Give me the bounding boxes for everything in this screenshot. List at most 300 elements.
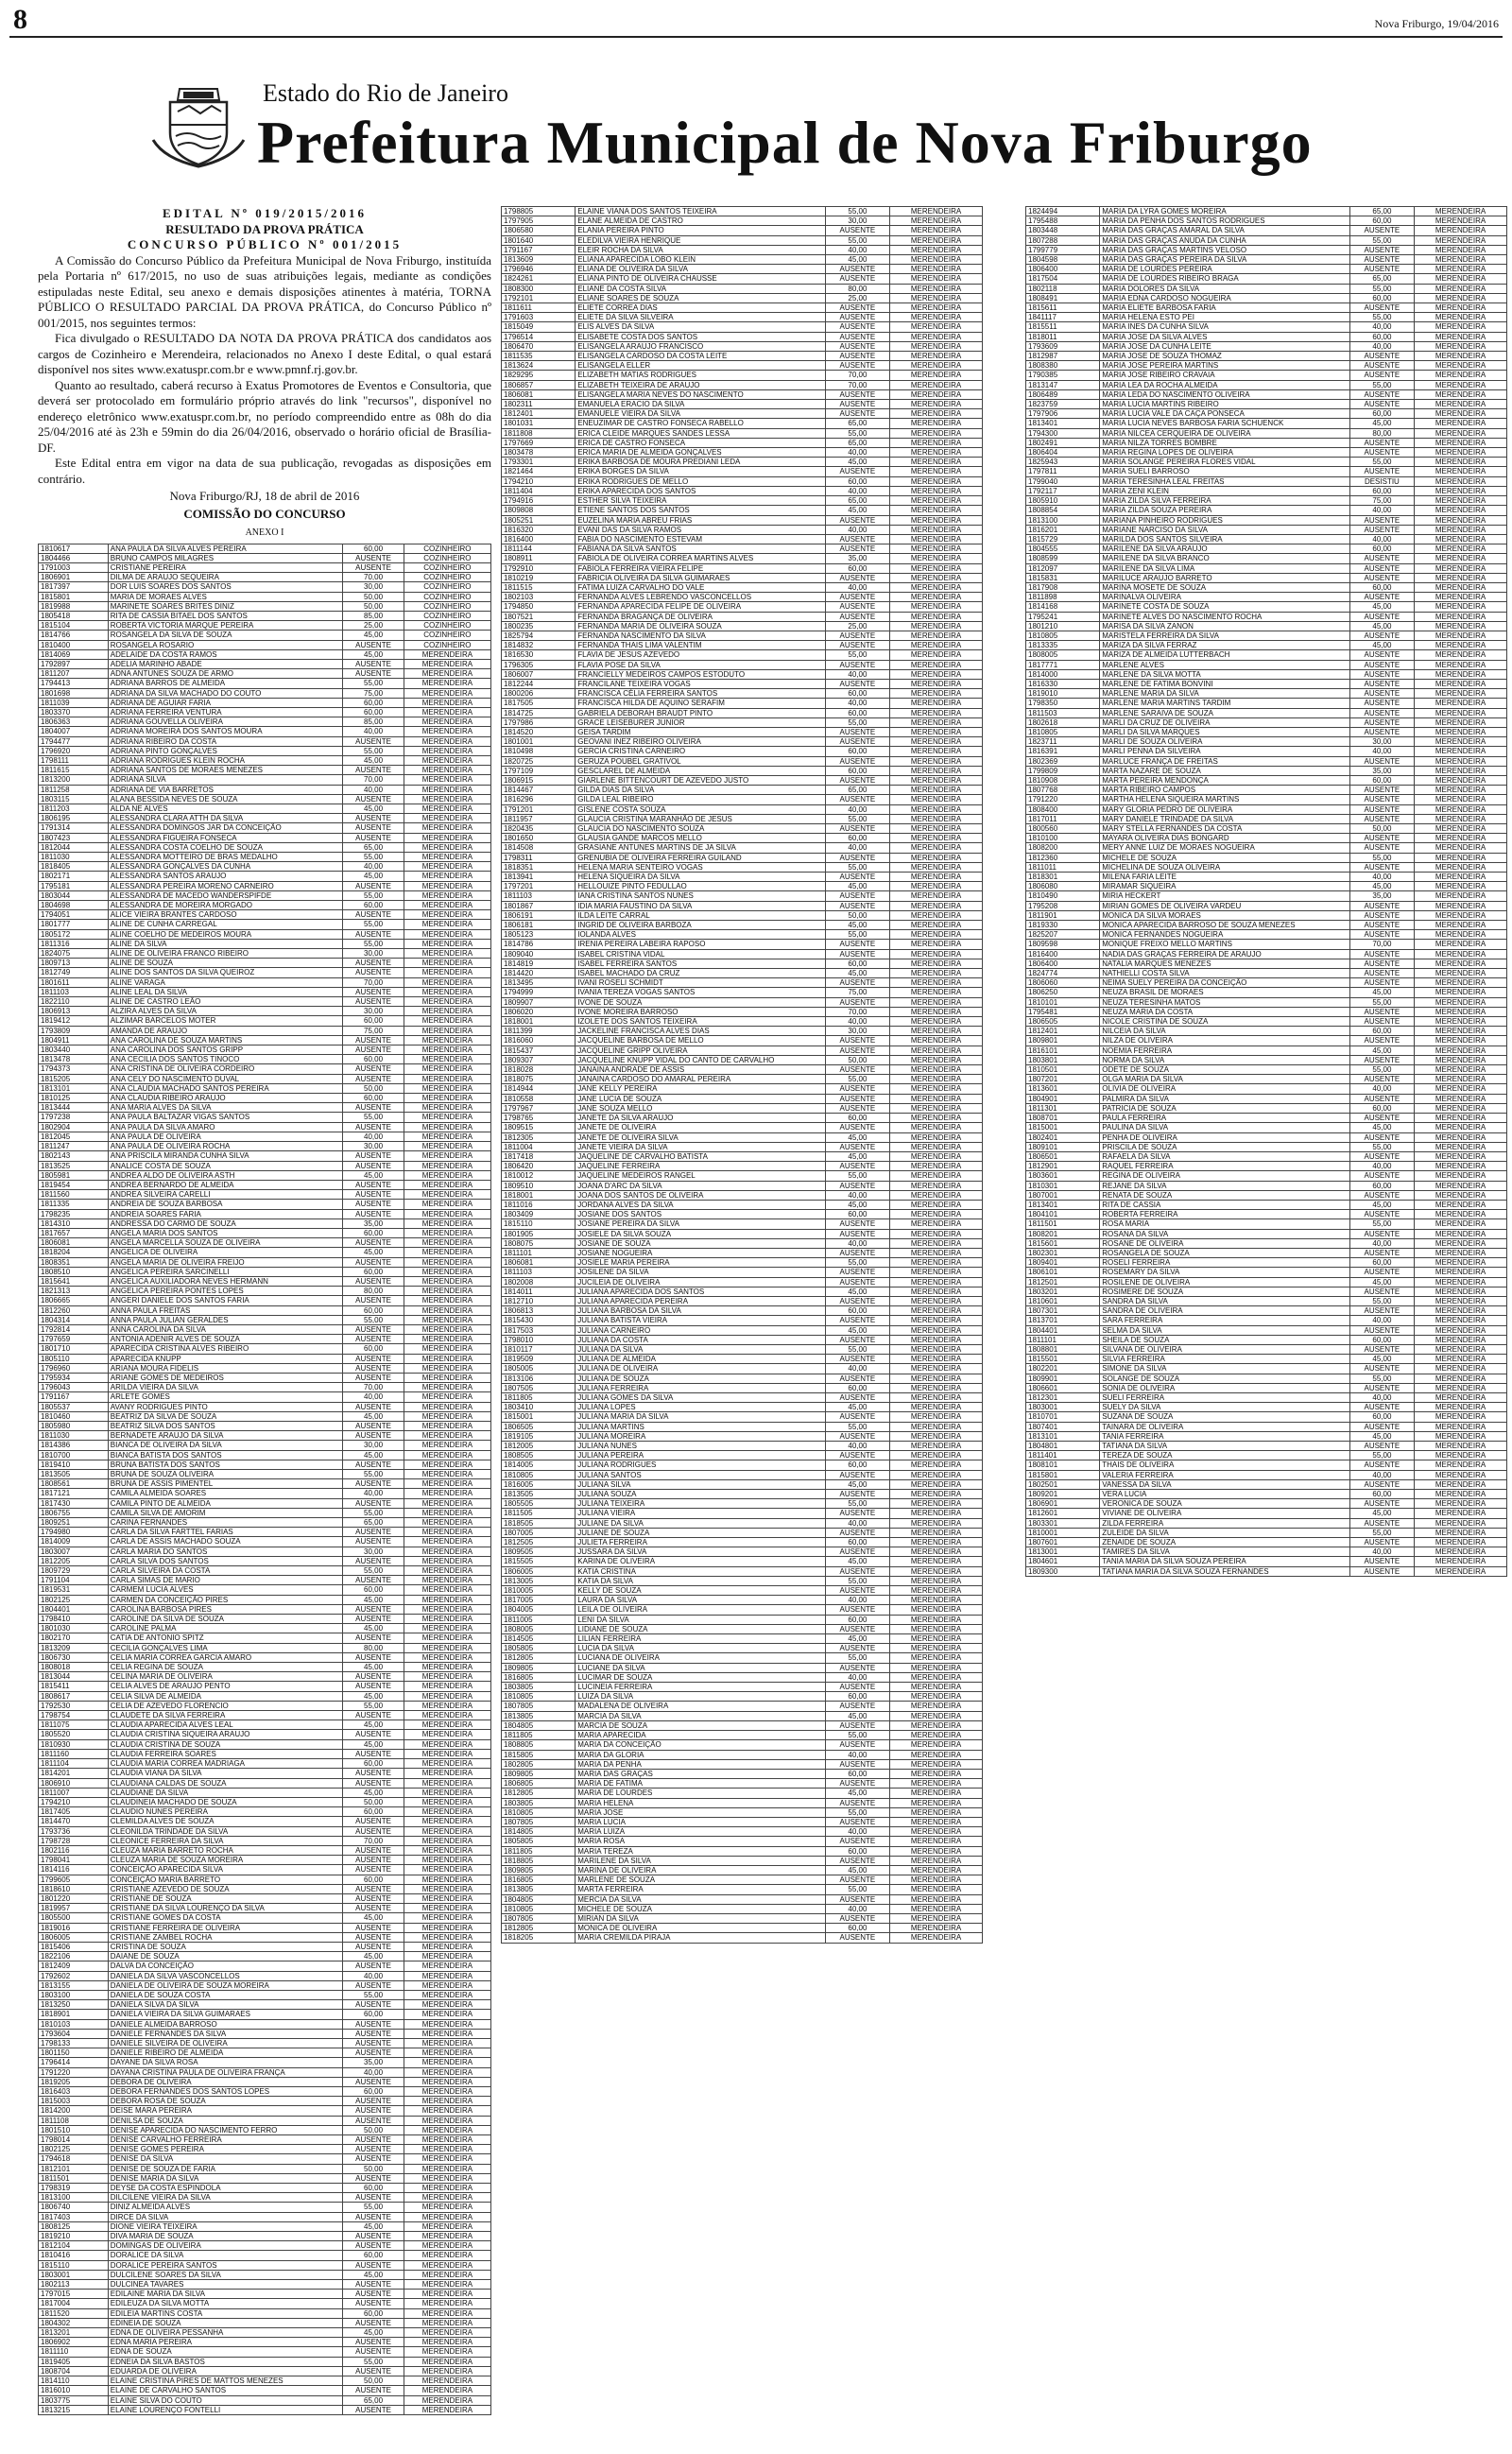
job-role: MERENDEIRA	[890, 593, 983, 602]
registration-number: 1822110	[39, 997, 109, 1007]
table-row	[502, 207, 983, 216]
registration-number: 1792897	[39, 659, 109, 668]
table-row	[39, 736, 491, 746]
table-row	[39, 727, 491, 736]
job-role: MERENDEIRA	[404, 2097, 490, 2106]
job-role: MERENDEIRA	[890, 1017, 983, 1027]
candidate-name: ELAINE SILVA DO COUTO	[108, 2395, 342, 2405]
table-row	[39, 553, 491, 562]
candidate-name: FRANCISCA HILDA DE AQUINO SERAFIM	[576, 699, 825, 708]
registration-number: 1802201	[1026, 1364, 1100, 1374]
candidate-name: MARIA LEDA DO NASCIMENTO OLIVEIRA	[1100, 389, 1349, 399]
candidate-name: SHEILA DE SOUZA	[1100, 1335, 1349, 1344]
practical-score: 40,00	[825, 1827, 889, 1837]
table-row	[39, 1383, 491, 1392]
registration-number: 1811203	[39, 804, 109, 813]
table-row	[39, 987, 491, 996]
job-role: MERENDEIRA	[890, 476, 983, 486]
practical-score: AUSENTE	[825, 1355, 889, 1364]
candidate-name: ANALICE COSTA DE SOUZA	[108, 1161, 342, 1170]
table-row	[39, 2145, 491, 2154]
candidate-name: ALESSANDRA PEREIRA MORENO CARNEIRO	[108, 881, 342, 890]
registration-number: 1803801	[1026, 1055, 1100, 1064]
registration-number: 1809515	[502, 1123, 576, 1132]
candidate-name: CLAUDIA CRISTINA DE SOUZA	[108, 1739, 342, 1749]
table-row	[39, 1739, 491, 1749]
table-row	[502, 1692, 983, 1702]
candidate-name: MICHELINA DE SOUZA OLIVEIRA	[1100, 862, 1349, 872]
practical-score: AUSENTE	[1349, 978, 1414, 988]
table-row	[39, 1103, 491, 1113]
candidate-name: SANDRA DE OLIVEIRA	[1100, 1306, 1349, 1316]
practical-score: AUSENTE	[343, 968, 404, 977]
candidate-name: DEBORA ROSA DE SOUZA	[108, 2097, 342, 2106]
registration-number: 1796946	[502, 265, 576, 274]
registration-number: 1794618	[39, 2154, 109, 2164]
candidate-name: GRENUBIA DE OLIVEIRA FERREIRA GUILAND	[576, 853, 825, 862]
registration-number: 1807768	[1026, 786, 1100, 795]
practical-score: AUSENTE	[1349, 226, 1414, 235]
practical-score: AUSENTE	[343, 1479, 404, 1489]
table-row	[502, 1162, 983, 1171]
job-role: MERENDEIRA	[890, 322, 983, 332]
table-row	[502, 332, 983, 341]
registration-number: 1801220	[39, 1893, 109, 1903]
practical-score: AUSENTE	[343, 1884, 404, 1893]
registration-number: 1816403	[39, 2087, 109, 2097]
job-role: MERENDEIRA	[890, 1171, 983, 1181]
table-row	[502, 534, 983, 544]
candidate-name: BERNADETE ARAUJO DA SILVA	[108, 1431, 342, 1441]
practical-score: 60,00	[343, 1094, 404, 1103]
table-row	[39, 1826, 491, 1836]
job-role: MERENDEIRA	[1415, 921, 1507, 930]
table-row	[1026, 969, 1507, 978]
table-row	[39, 1276, 491, 1286]
registration-number: 1824075	[39, 949, 109, 959]
practical-score: AUSENTE	[343, 1961, 404, 1971]
practical-score: AUSENTE	[1349, 1518, 1414, 1528]
practical-score: AUSENTE	[343, 2019, 404, 2029]
table-row	[502, 882, 983, 891]
job-role: MERENDEIRA	[1415, 1007, 1507, 1016]
table-row	[39, 1441, 491, 1450]
job-role: MERENDEIRA	[404, 1479, 490, 1489]
candidate-name: CLEMILDA ALVES DE SOUZA	[108, 1817, 342, 1826]
practical-score: 70,00	[825, 1007, 889, 1016]
practical-score: AUSENTE	[343, 1537, 404, 1547]
registration-number: 1809729	[39, 1566, 109, 1576]
candidate-name: MARIA DAS GRAÇAS AMARAL DA SILVA	[1100, 226, 1349, 235]
practical-score: AUSENTE	[825, 1046, 889, 1055]
registration-number: 1817504	[1026, 274, 1100, 284]
table-row	[1026, 901, 1507, 910]
practical-score: 45,00	[343, 1411, 404, 1421]
job-role: MERENDEIRA	[890, 1479, 983, 1489]
practical-score: 45,00	[343, 631, 404, 640]
candidate-name: MARIA DE FATIMA	[576, 1779, 825, 1789]
job-role: COZINHEIRO	[404, 582, 490, 592]
table-row	[39, 1556, 491, 1565]
registration-number: 1816005	[502, 1479, 576, 1489]
candidate-name: MARCIA DA SILVA	[576, 1711, 825, 1720]
table-row	[39, 2203, 491, 2212]
candidate-name: MARINALVA OLIVEIRA	[1100, 593, 1349, 602]
registration-number: 1806191	[502, 910, 576, 920]
table-row	[502, 1065, 983, 1075]
registration-number: 1806420	[502, 1162, 576, 1171]
table-row	[1026, 1258, 1507, 1268]
registration-number: 1813401	[1026, 1200, 1100, 1209]
job-role: MERENDEIRA	[404, 2212, 490, 2221]
candidate-name: PRISCILA DE SOUZA	[1100, 1142, 1349, 1151]
candidate-name: SANDRA DA SILVA	[1100, 1296, 1349, 1305]
table-row	[39, 2260, 491, 2270]
table-row	[1026, 274, 1507, 284]
practical-score: 35,00	[343, 2058, 404, 2067]
job-role: MERENDEIRA	[404, 1691, 490, 1701]
job-role: MERENDEIRA	[890, 467, 983, 476]
practical-score: AUSENTE	[343, 1046, 404, 1055]
job-role: MERENDEIRA	[890, 824, 983, 834]
job-role: MERENDEIRA	[1415, 506, 1507, 515]
candidate-name: SUELI FERREIRA	[1100, 1392, 1349, 1402]
candidate-name: ADRIANA GOUVELLA OLIVEIRA	[108, 717, 342, 727]
table-row	[39, 1845, 491, 1855]
job-role: COZINHEIRO	[404, 573, 490, 582]
candidate-name: SUZANA DE SOUZA	[1100, 1412, 1349, 1422]
practical-score: AUSENTE	[343, 794, 404, 804]
registration-number: 1800560	[1026, 824, 1100, 834]
practical-score: AUSENTE	[1349, 1344, 1414, 1354]
job-role: MERENDEIRA	[890, 1403, 983, 1412]
registration-number: 1804401	[39, 1604, 109, 1614]
practical-score: AUSENTE	[825, 1248, 889, 1257]
candidate-name: MARTA RIBEIRO CAMPOS	[1100, 786, 1349, 795]
job-role: MERENDEIRA	[1415, 554, 1507, 563]
job-role: MERENDEIRA	[404, 2077, 490, 2086]
table-row	[39, 1257, 491, 1267]
candidate-name: CLEONILDA TRINDADE DA SILVA	[108, 1826, 342, 1836]
candidate-name: JULIETA FERREIRA	[576, 1538, 825, 1547]
candidate-name: ALESSANDRA DE MOREIRA MORGADO	[108, 901, 342, 910]
registration-number: 1794916	[502, 496, 576, 506]
table-row	[39, 707, 491, 717]
job-role: MERENDEIRA	[1415, 1210, 1507, 1219]
candidate-name: ALESSANDRA GONÇALVES DA CUNHA	[108, 862, 342, 872]
candidate-name: EDILEUZA DA SILVA MOTTA	[108, 2299, 342, 2308]
candidate-name: ESTHER SILVA TEIXEIRA	[576, 496, 825, 506]
practical-score: AUSENTE	[1349, 255, 1414, 265]
table-row	[502, 1200, 983, 1209]
table-row	[502, 727, 983, 736]
registration-number: 1808854	[1026, 506, 1100, 515]
registration-number: 1810805	[502, 1807, 576, 1817]
table-row	[502, 265, 983, 274]
notice-paragraph-3: Quanto ao resultado, caberá recurso à Exatus Promotores de Eventos e Consultoria, que deverá ser protocolado em formulário próprio através do link "recursos", disponível no endereço eletrônico www.exatuspr.com.br, no período compreendido entre as 08h do dia 25/04/2016 até às 23h e 59min do dia 26/04/2016, observado o horário oficial de Brasília-DF.	[38, 377, 491, 455]
candidate-name: MARIA DA LYRA GOMES MOREIRA	[1100, 207, 1349, 216]
job-role: MERENDEIRA	[890, 361, 983, 371]
registration-number: 1812805	[502, 1653, 576, 1663]
candidate-name: MARINETE ALVES DO NASCIMENTO ROCHA	[1100, 612, 1349, 621]
candidate-name: DULCILENE SOARES DA SILVA	[108, 2270, 342, 2279]
table-row	[39, 1904, 491, 1913]
registration-number: 1803805	[502, 1683, 576, 1692]
job-role: MERENDEIRA	[404, 669, 490, 679]
practical-score: AUSENTE	[343, 1402, 404, 1411]
table-row	[1026, 814, 1507, 823]
table-row	[1026, 650, 1507, 660]
registration-number: 1798041	[39, 1856, 109, 1865]
practical-score: 60,00	[825, 747, 889, 756]
table-row	[1026, 1103, 1507, 1113]
job-role: MERENDEIRA	[404, 1421, 490, 1430]
table-row	[39, 1682, 491, 1691]
table-row	[1026, 699, 1507, 708]
practical-score: AUSENTE	[825, 631, 889, 640]
job-role: COZINHEIRO	[404, 631, 490, 640]
registration-number: 1815406	[39, 1942, 109, 1951]
candidate-name: ODETE DE SOUZA	[1100, 1065, 1349, 1075]
practical-score: AUSENTE	[1349, 1383, 1414, 1392]
job-role: MERENDEIRA	[1415, 1258, 1507, 1268]
job-role: MERENDEIRA	[1415, 1036, 1507, 1046]
job-role: MERENDEIRA	[404, 1663, 490, 1672]
practical-score: AUSENTE	[343, 1980, 404, 1990]
job-role: MERENDEIRA	[1415, 1219, 1507, 1229]
job-role: MERENDEIRA	[404, 1103, 490, 1113]
table-row	[502, 554, 983, 563]
table-row	[502, 1151, 983, 1161]
candidate-name: CAROLINE DA SILVA DE SOUZA	[108, 1615, 342, 1624]
job-role: MERENDEIRA	[1415, 1094, 1507, 1103]
registration-number: 1818204	[39, 1248, 109, 1257]
practical-score: AUSENTE	[343, 1528, 404, 1537]
candidate-name: GILDA LEAL RIBEIRO	[576, 795, 825, 804]
job-role: MERENDEIRA	[890, 515, 983, 525]
job-role: MERENDEIRA	[890, 708, 983, 717]
candidate-name: ALINE DE OLIVEIRA FRANCO RIBEIRO	[108, 949, 342, 959]
practical-score: AUSENTE	[343, 2038, 404, 2048]
registration-number: 1791603	[502, 313, 576, 322]
table-row	[502, 921, 983, 930]
job-role: MERENDEIRA	[890, 602, 983, 612]
job-role: MERENDEIRA	[890, 921, 983, 930]
job-role: MERENDEIRA	[404, 1701, 490, 1710]
registration-number: 1818301	[1026, 873, 1100, 882]
candidate-name: ANA PRISCILA MIRANDA CUNHA SILVA	[108, 1151, 342, 1161]
candidate-name: CLEUZA MARIA DE SOUZA MOREIRA	[108, 1856, 342, 1865]
table-row	[39, 2290, 491, 2299]
practical-score: AUSENTE	[825, 322, 889, 332]
practical-score: AUSENTE	[343, 2347, 404, 2357]
candidate-name: ANGELICA PEREIRA SARCINELLI	[108, 1267, 342, 1276]
table-row	[502, 1132, 983, 1142]
job-role: MERENDEIRA	[890, 766, 983, 775]
job-role: MERENDEIRA	[404, 1942, 490, 1951]
table-row	[1026, 1355, 1507, 1364]
registration-number: 1813624	[502, 361, 576, 371]
practical-score: AUSENTE	[343, 814, 404, 823]
practical-score: AUSENTE	[1349, 361, 1414, 371]
results-table-2	[501, 206, 983, 1944]
table-row	[39, 842, 491, 852]
practical-score: 80,00	[1349, 428, 1414, 438]
registration-number: 1817004	[39, 2299, 109, 2308]
table-row	[502, 1856, 983, 1865]
job-role: MERENDEIRA	[404, 1354, 490, 1363]
registration-number: 1810558	[502, 1094, 576, 1103]
registration-number: 1804801	[1026, 1442, 1100, 1451]
registration-number: 1811004	[502, 1142, 576, 1151]
candidate-name: JUCILEIA DE OLIVEIRA	[576, 1277, 825, 1287]
table-row	[39, 2299, 491, 2308]
practical-score: 45,00	[1349, 1123, 1414, 1132]
notice-subtitle: RESULTADO DA PROVA PRÁTICA	[165, 221, 364, 236]
job-role: MERENDEIRA	[890, 1374, 983, 1383]
registration-number: 1810301	[1026, 1181, 1100, 1190]
registration-number: 1796514	[502, 332, 576, 341]
registration-number: 1801698	[39, 688, 109, 698]
job-role: MERENDEIRA	[404, 2251, 490, 2260]
job-role: MERENDEIRA	[890, 1576, 983, 1585]
practical-score: AUSENTE	[343, 2318, 404, 2327]
practical-score: AUSENTE	[825, 409, 889, 419]
job-role: MERENDEIRA	[404, 1460, 490, 1469]
job-role: MERENDEIRA	[404, 1324, 490, 1334]
candidate-name: JACQUELINE BARBOSA DE MELLO	[576, 1036, 825, 1046]
candidate-name: TANIA FERREIRA	[1100, 1431, 1349, 1441]
registration-number: 1813601	[1026, 1084, 1100, 1094]
job-role: MERENDEIRA	[1415, 1316, 1507, 1325]
job-role: MERENDEIRA	[1415, 727, 1507, 736]
candidate-name: IOLANDA ALVES	[576, 930, 825, 940]
table-row	[502, 1374, 983, 1383]
table-row	[502, 1576, 983, 1585]
job-role: MERENDEIRA	[404, 1344, 490, 1354]
job-role: MERENDEIRA	[1415, 1017, 1507, 1027]
registration-number: 1812005	[502, 1442, 576, 1451]
table-row	[502, 1644, 983, 1653]
registration-number: 1798319	[39, 2184, 109, 2193]
candidate-name: NATALIA MARQUES MENEZES	[1100, 959, 1349, 968]
practical-score: 70,00	[825, 380, 889, 389]
candidate-name: EDNA MARIA PEREIRA	[108, 2338, 342, 2347]
table-row	[39, 1479, 491, 1489]
table-row	[39, 1218, 491, 1228]
job-role: MERENDEIRA	[890, 1268, 983, 1277]
practical-score: 65,00	[343, 2395, 404, 2405]
candidate-name: MARIA JOSE DA CUNHA LEITE	[1100, 341, 1349, 351]
job-role: MERENDEIRA	[890, 853, 983, 862]
job-role: MERENDEIRA	[1415, 467, 1507, 476]
candidate-name: JULIANA DE OLIVEIRA	[576, 1364, 825, 1374]
table-row	[39, 2347, 491, 2357]
job-role: MERENDEIRA	[890, 1586, 983, 1596]
registration-number: 1804555	[1026, 544, 1100, 554]
practical-score: 45,00	[343, 1595, 404, 1604]
candidate-name: JOANA DOS SANTOS DE OLIVEIRA	[576, 1190, 825, 1200]
registration-number: 1801867	[502, 901, 576, 910]
table-row	[1026, 882, 1507, 891]
table-row	[502, 1383, 983, 1392]
practical-score: 55,00	[343, 679, 404, 688]
practical-score: AUSENTE	[343, 2299, 404, 2308]
job-role: MERENDEIRA	[890, 1807, 983, 1817]
table-row	[502, 245, 983, 254]
registration-number: 1815205	[39, 1074, 109, 1083]
job-role: MERENDEIRA	[404, 2270, 490, 2279]
candidate-name: CELIA MARIA CORREA GARCIA AMARO	[108, 1652, 342, 1662]
practical-score: 60,00	[1349, 1181, 1414, 1190]
job-role: MERENDEIRA	[1415, 1374, 1507, 1383]
registration-number: 1795241	[1026, 612, 1100, 621]
candidate-name: FERNANDA THAIS LIMA VALENTIM	[576, 641, 825, 650]
candidate-name: ISABEL CRISTINA VIDAL	[576, 949, 825, 959]
practical-score: 60,00	[825, 1210, 889, 1219]
job-role: MERENDEIRA	[890, 284, 983, 293]
registration-number: 1797201	[502, 882, 576, 891]
practical-score: 40,00	[825, 1364, 889, 1374]
practical-score: 60,00	[343, 2087, 404, 2097]
registration-number: 1798133	[39, 2038, 109, 2048]
column-1	[38, 206, 491, 2446]
table-row	[1026, 265, 1507, 274]
table-row	[39, 1797, 491, 1806]
table-row	[1026, 1422, 1507, 1431]
practical-score: 60,00	[343, 1305, 404, 1315]
candidate-name: CLAUDIANE DA SILVA	[108, 1788, 342, 1797]
candidate-name: ALESSANDRA FIGUEIRA FONSECA	[108, 833, 342, 842]
practical-score: 25,00	[343, 621, 404, 631]
registration-number: 1809307	[502, 1055, 576, 1064]
registration-number: 1814201	[39, 1769, 109, 1778]
candidate-name: OLGA MARIA DA SILVA	[1100, 1075, 1349, 1084]
registration-number: 1819509	[502, 1355, 576, 1364]
registration-number: 1803115	[39, 794, 109, 804]
practical-score: AUSENTE	[825, 1229, 889, 1238]
job-role: MERENDEIRA	[890, 380, 983, 389]
table-row	[39, 2221, 491, 2231]
candidate-name: IVONE DE SOUZA	[576, 997, 825, 1007]
practical-score: AUSENTE	[343, 1749, 404, 1758]
table-row	[39, 1971, 491, 1980]
table-row	[39, 1893, 491, 1903]
practical-score: 45,00	[343, 804, 404, 813]
job-role: MERENDEIRA	[890, 1277, 983, 1287]
registration-number: 1806020	[502, 1007, 576, 1016]
registration-number: 1819205	[39, 2077, 109, 2086]
table-row	[39, 2280, 491, 2290]
candidate-name: LUCIANE DA SILVA	[576, 1663, 825, 1672]
candidate-name: CONCEIÇÃO APARECIDA SILVA	[108, 1865, 342, 1875]
job-role: MERENDEIRA	[1415, 255, 1507, 265]
practical-score: AUSENTE	[343, 1711, 404, 1720]
job-role: MERENDEIRA	[1415, 775, 1507, 785]
candidate-name: DENISE APARECIDA DO NASCIMENTO FERRO	[108, 2125, 342, 2134]
candidate-name: CLAUDIA APARECIDA ALVES LEAL	[108, 1720, 342, 1730]
job-role: MERENDEIRA	[404, 1797, 490, 1806]
job-role: MERENDEIRA	[404, 1576, 490, 1585]
registration-number: 1816320	[502, 525, 576, 534]
registration-number: 1810908	[1026, 775, 1100, 785]
candidate-name: JANETE VIEIRA DA SILVA	[576, 1142, 825, 1151]
table-row	[1026, 804, 1507, 814]
job-role: MERENDEIRA	[890, 1538, 983, 1547]
job-role: MERENDEIRA	[404, 1470, 490, 1479]
table-row	[1026, 486, 1507, 495]
registration-number: 1802618	[1026, 717, 1100, 727]
